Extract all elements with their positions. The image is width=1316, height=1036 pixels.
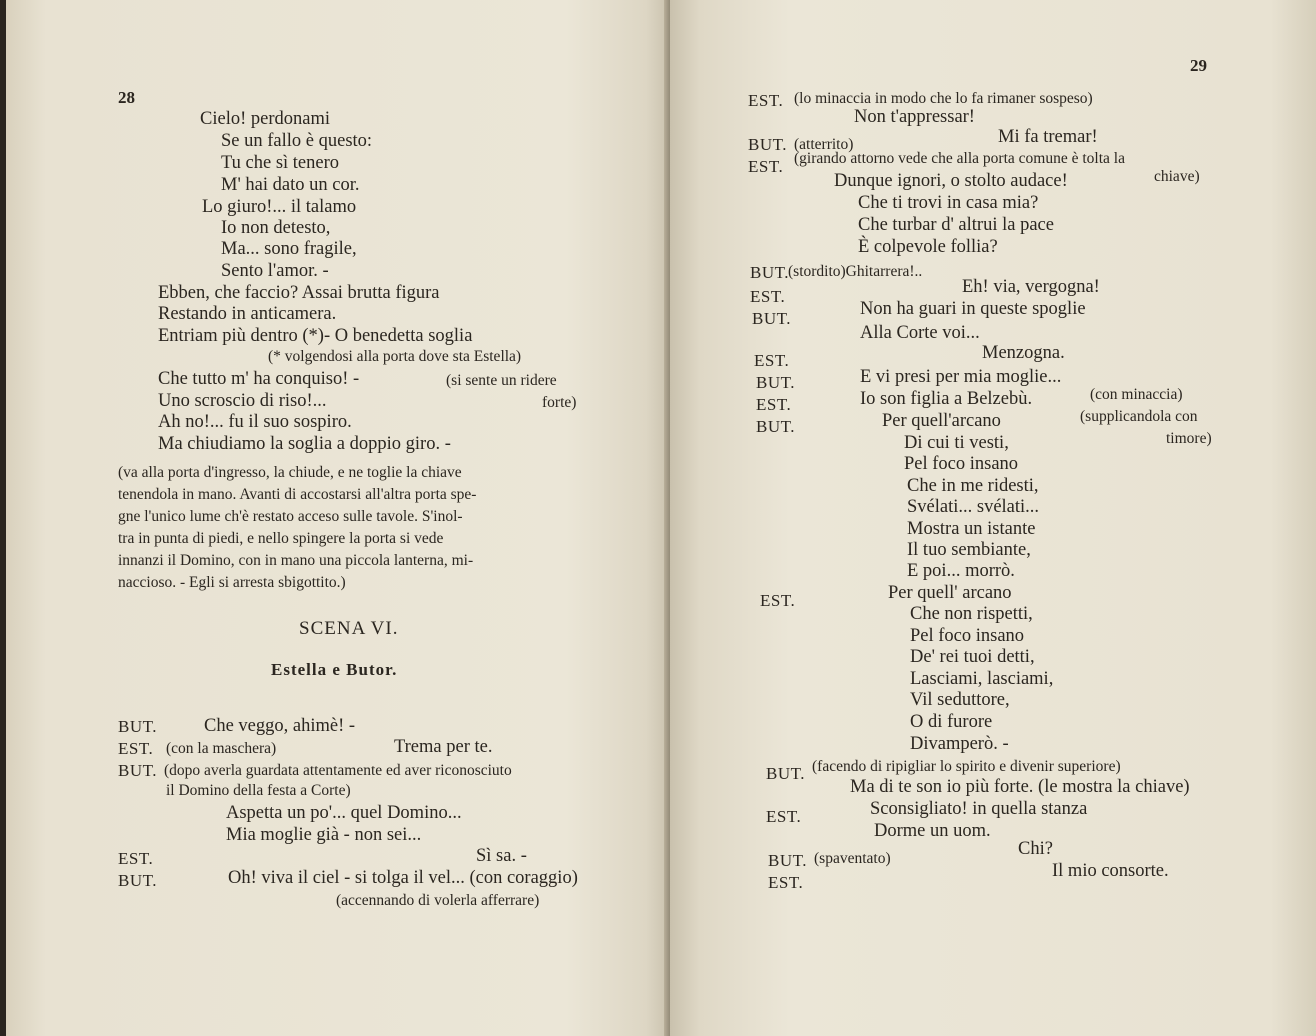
dialogue-line: (accennando di volerla afferrare) xyxy=(336,892,540,909)
dialogue-line: Mi fa tremar! xyxy=(998,127,1098,147)
stage-direction-line: innanzi il Domino, con in mano una piccola lanterna, mi- xyxy=(118,552,474,569)
scene-characters: Estella e Butor. xyxy=(271,660,398,679)
speaker: BUT. xyxy=(118,717,157,736)
stage-note: (supplicandola con xyxy=(1080,408,1198,425)
verse-line: Sento l'amor. - xyxy=(221,261,329,281)
dialogue-line: Non t'appressar! xyxy=(854,107,975,127)
verse-line: Entriam più dentro (*)- O benedetta soglia xyxy=(158,326,473,346)
verse-line: Tu che sì tenero xyxy=(221,153,340,173)
stage-note: (si sente un ridere xyxy=(446,372,557,389)
dialogue-line: Pel foco insano xyxy=(904,454,1019,474)
stage-note: (girando attorno vede che alla porta comune è tolta la xyxy=(794,150,1125,167)
speaker: EST. xyxy=(748,91,784,110)
dialogue-line: Di cui ti vesti, xyxy=(904,433,1009,453)
dialogue-line: Lasciami, lasciami, xyxy=(910,669,1054,689)
dialogue-line: Eh! via, vergogna! xyxy=(962,277,1100,297)
dialogue-line: Sì sa. - xyxy=(476,846,527,866)
dialogue-line: E poi... morrò. xyxy=(907,561,1015,581)
speaker: EST. xyxy=(766,807,802,826)
dialogue-line: Alla Corte voi... xyxy=(860,323,980,343)
dialogue-line: Mostra un istante xyxy=(907,519,1036,539)
stage-note: (spaventato) xyxy=(814,850,891,867)
speaker: BUT. xyxy=(752,309,791,328)
speaker: BUT. xyxy=(766,764,805,783)
dialogue-line: Dunque ignori, o stolto audace! xyxy=(834,171,1068,191)
verse-line: Cielo! perdonami xyxy=(200,109,330,129)
stage-note: (lo minaccia in modo che lo fa rimaner sospeso) xyxy=(794,90,1093,107)
dialogue-line: Che veggo, ahimè! - xyxy=(204,716,356,736)
speaker: EST. xyxy=(750,287,786,306)
dialogue-line: Per quell'arcano xyxy=(882,411,1001,431)
dialogue-line: Che non rispetti, xyxy=(910,604,1033,624)
dialogue-line: Che ti trovi in casa mia? xyxy=(858,193,1039,213)
dialogue-line: Il mio consorte. xyxy=(1052,861,1169,881)
speaker: EST. xyxy=(760,591,796,610)
verse-line: Se un fallo è questo: xyxy=(221,131,373,151)
dialogue-line: (stordito)Ghitarrera!.. xyxy=(788,263,923,280)
dialogue-line: Che in me ridesti, xyxy=(907,476,1039,496)
stage-direction-line: naccioso. - Egli si arresta sbigottito.) xyxy=(118,574,346,591)
dialogue-line: De' rei tuoi detti, xyxy=(910,647,1035,667)
verse-line: Ebben, che faccio? Assai brutta figura xyxy=(158,283,440,303)
speaker: EST. xyxy=(118,739,154,758)
dialogue-line: Pel foco insano xyxy=(910,626,1025,646)
verse-line: Restando in anticamera. xyxy=(158,304,337,324)
dialogue-line: È colpevole follia? xyxy=(858,237,998,257)
dialogue-line: Divamperò. - xyxy=(910,734,1009,754)
left-page xyxy=(6,0,670,1036)
stage-note: (* volgendosi alla porta dove sta Estella) xyxy=(268,348,522,365)
verse-line: Ah no!... fu il suo sospiro. xyxy=(158,412,352,432)
stage-note: (facendo di ripigliar lo spirito e divenir superiore) xyxy=(812,758,1121,775)
verse-line: M' hai dato un cor. xyxy=(221,175,360,195)
right-page xyxy=(670,0,1316,1036)
speaker: BUT. xyxy=(750,263,789,282)
dialogue-line: Per quell' arcano xyxy=(888,583,1012,603)
speaker: EST. xyxy=(748,157,784,176)
speaker: BUT. xyxy=(768,851,807,870)
stage-direction-line: tenendola in mano. Avanti di accostarsi all'altra porta spe- xyxy=(118,486,477,503)
verse-line: Che tutto m' ha conquiso! - xyxy=(158,369,360,389)
dialogue-line: Trema per te. xyxy=(394,737,493,757)
page-number: 29 xyxy=(1190,56,1207,75)
page-number: 28 xyxy=(118,88,135,107)
dialogue-line: Chi? xyxy=(1018,839,1053,859)
verse-line: Ma... sono fragile, xyxy=(221,239,357,259)
stage-direction-line: gne l'unico lume ch'è restato acceso sulle tavole. S'inol- xyxy=(118,508,463,525)
dialogue-line: O di furore xyxy=(910,712,993,732)
dialogue-line: (con la maschera) xyxy=(166,740,277,757)
dialogue-line: Il tuo sembiante, xyxy=(907,540,1031,560)
stage-note: (atterrito) xyxy=(794,136,854,153)
dialogue-line: Dorme un uom. xyxy=(874,821,991,841)
dialogue-line: Menzogna. xyxy=(982,343,1065,363)
speaker: BUT. xyxy=(756,417,795,436)
dialogue-line: Io son figlia a Belzebù. xyxy=(860,389,1033,409)
verse-line: Lo giuro!... il talamo xyxy=(202,197,357,217)
dialogue-line: Vil seduttore, xyxy=(910,690,1010,710)
speaker: EST. xyxy=(754,351,790,370)
speaker: BUT. xyxy=(118,871,157,890)
dialogue-line: Sconsigliato! in quella stanza xyxy=(870,799,1088,819)
speaker: EST. xyxy=(756,395,792,414)
speaker: EST. xyxy=(118,849,154,868)
dialogue-line: (dopo averla guardata attentamente ed aver riconosciuto xyxy=(164,762,512,779)
stage-direction-line: tra in punta di piedi, e nello spingere la porta si vede xyxy=(118,530,444,547)
speaker: BUT. xyxy=(748,135,787,154)
dialogue-line: Che turbar d' altrui la pace xyxy=(858,215,1054,235)
stage-note: (con minaccia) xyxy=(1090,386,1183,403)
dialogue-line: E vi presi per mia moglie... xyxy=(860,367,1062,387)
verse-line: Io non detesto, xyxy=(221,218,331,238)
verse-line: Ma chiudiamo la soglia a doppio giro. - xyxy=(158,434,451,454)
dialogue-line: Svélati... svélati... xyxy=(907,497,1040,517)
stage-direction-line: (va alla porta d'ingresso, la chiude, e ne toglie la chiave xyxy=(118,464,462,481)
speaker: BUT. xyxy=(756,373,795,392)
verse-line: Uno scroscio di riso!... xyxy=(158,391,327,411)
stage-note: chiave) xyxy=(1154,168,1200,185)
dialogue-line: il Domino della festa a Corte) xyxy=(166,782,351,799)
dialogue-line: Aspetta un po'... quel Domino... xyxy=(226,803,462,823)
speaker: BUT. xyxy=(118,761,157,780)
dialogue-line: Oh! viva il ciel - si tolga il vel... (con coraggio) xyxy=(228,868,578,888)
scene-title: SCENA VI. xyxy=(299,618,399,639)
stage-note: timore) xyxy=(1166,430,1212,447)
stage-note: forte) xyxy=(542,394,577,411)
dialogue-line: Non ha guari in queste spoglie xyxy=(860,299,1086,319)
dialogue-line: Ma di te son io più forte. (le mostra la chiave) xyxy=(850,777,1190,797)
dialogue-line: Mia moglie già - non sei... xyxy=(226,825,422,845)
speaker: EST. xyxy=(768,873,804,892)
